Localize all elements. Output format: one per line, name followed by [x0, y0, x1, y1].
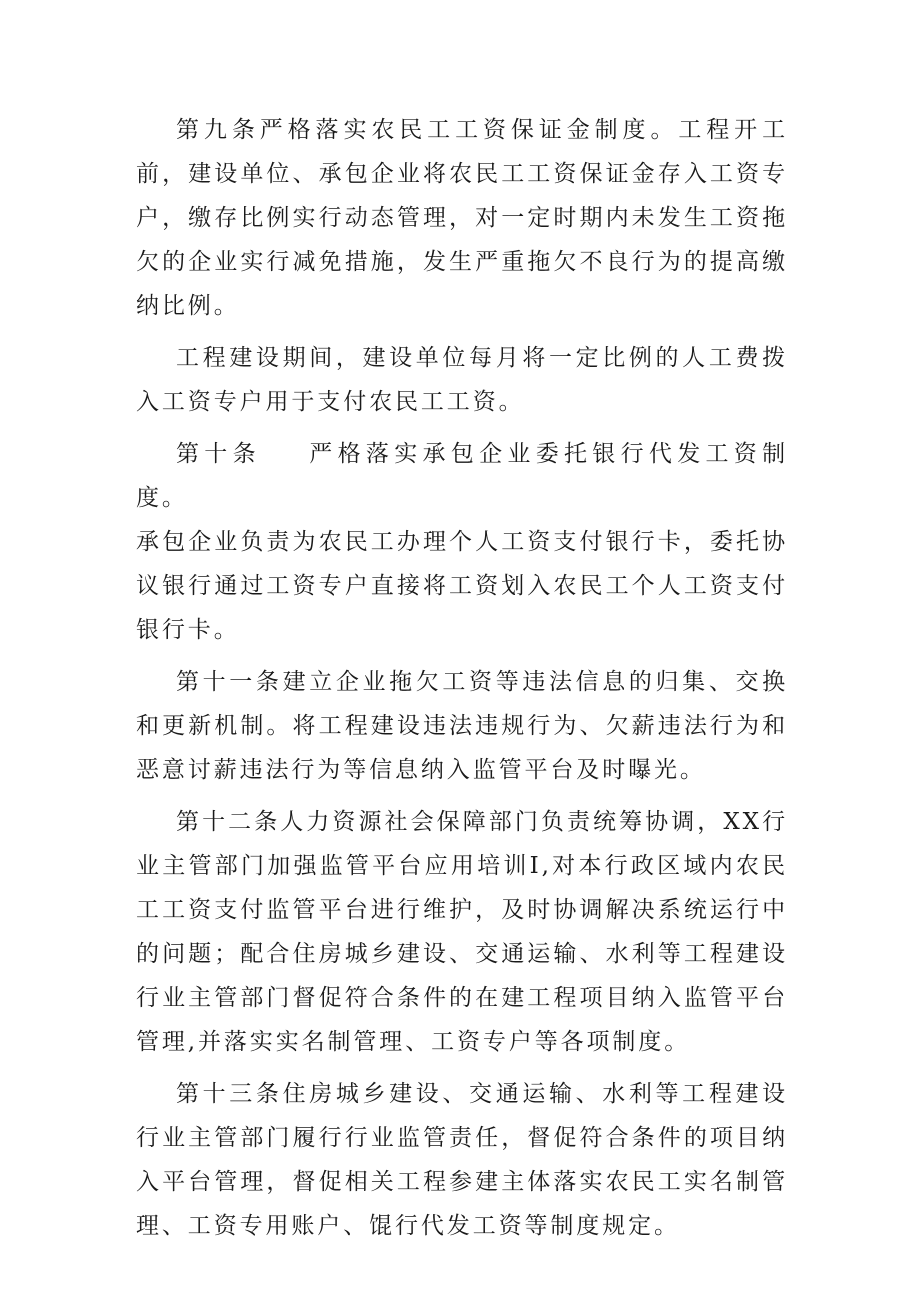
- paragraph-article-9-continued: 工程建设期间，建设单位每月将一定比例的人工费拨入工资专户用于支付农民工工资。: [136, 345, 788, 415]
- paragraph-article-9: 第九条严格落实农民工工资保证金制度。工程开工前，建设单位、承包企业将农民工工资保证金存入工资专户，缴存比例实行动态管理，对一定时期内未发生工资拖欠的企业实行减免措施，发生严重拖欠不良行为的提高缴纳比例。: [136, 117, 788, 319]
- article-10-heading: 第十条: [176, 441, 261, 467]
- article-10-title: 严格落实承包企业委托银行代发工资制度。: [136, 441, 788, 511]
- document-body: [136, 108, 788, 1256]
- paragraph-article-12: 第十二条人力资源社会保障部门负责统筹协调，XX行业主管部门加强监管平台应用培训I,对本行政区域内农民工工资支付监管平台进行维护，及时协调解决系统运行中的问题；配合住房城乡建设、交通运输、水利等工程建设行业主管部门督促符合条件的在建工程项目纳入监管平台管理,并落实实名制管理、工资专户等各项制度。: [136, 809, 788, 1055]
- article-10-body: 承包企业负责为农民工办理个人工资支付银行卡，委托协议银行通过工资专户直接将工资划入农民工个人工资支付银行卡。: [136, 529, 788, 643]
- paragraph-article-13: 第十三条住房城乡建设、交通运输、水利等工程建设行业主管部门履行行业监管责任，督促符合条件的项目纳入平台管理，督促相关工程参建主体落实农民工实名制管理、工资专用账户、馄行代发工资等制度规定。: [136, 1081, 788, 1239]
- paragraph-article-10: [136, 432, 788, 652]
- paragraph-article-11: 第十一条建立企业拖欠工资等违法信息的归集、交换和更新机制。将工程建设违法违规行为、欠薪违法行为和恶意讨薪违法行为等信息纳入监管平台及时曝光。: [136, 669, 788, 783]
